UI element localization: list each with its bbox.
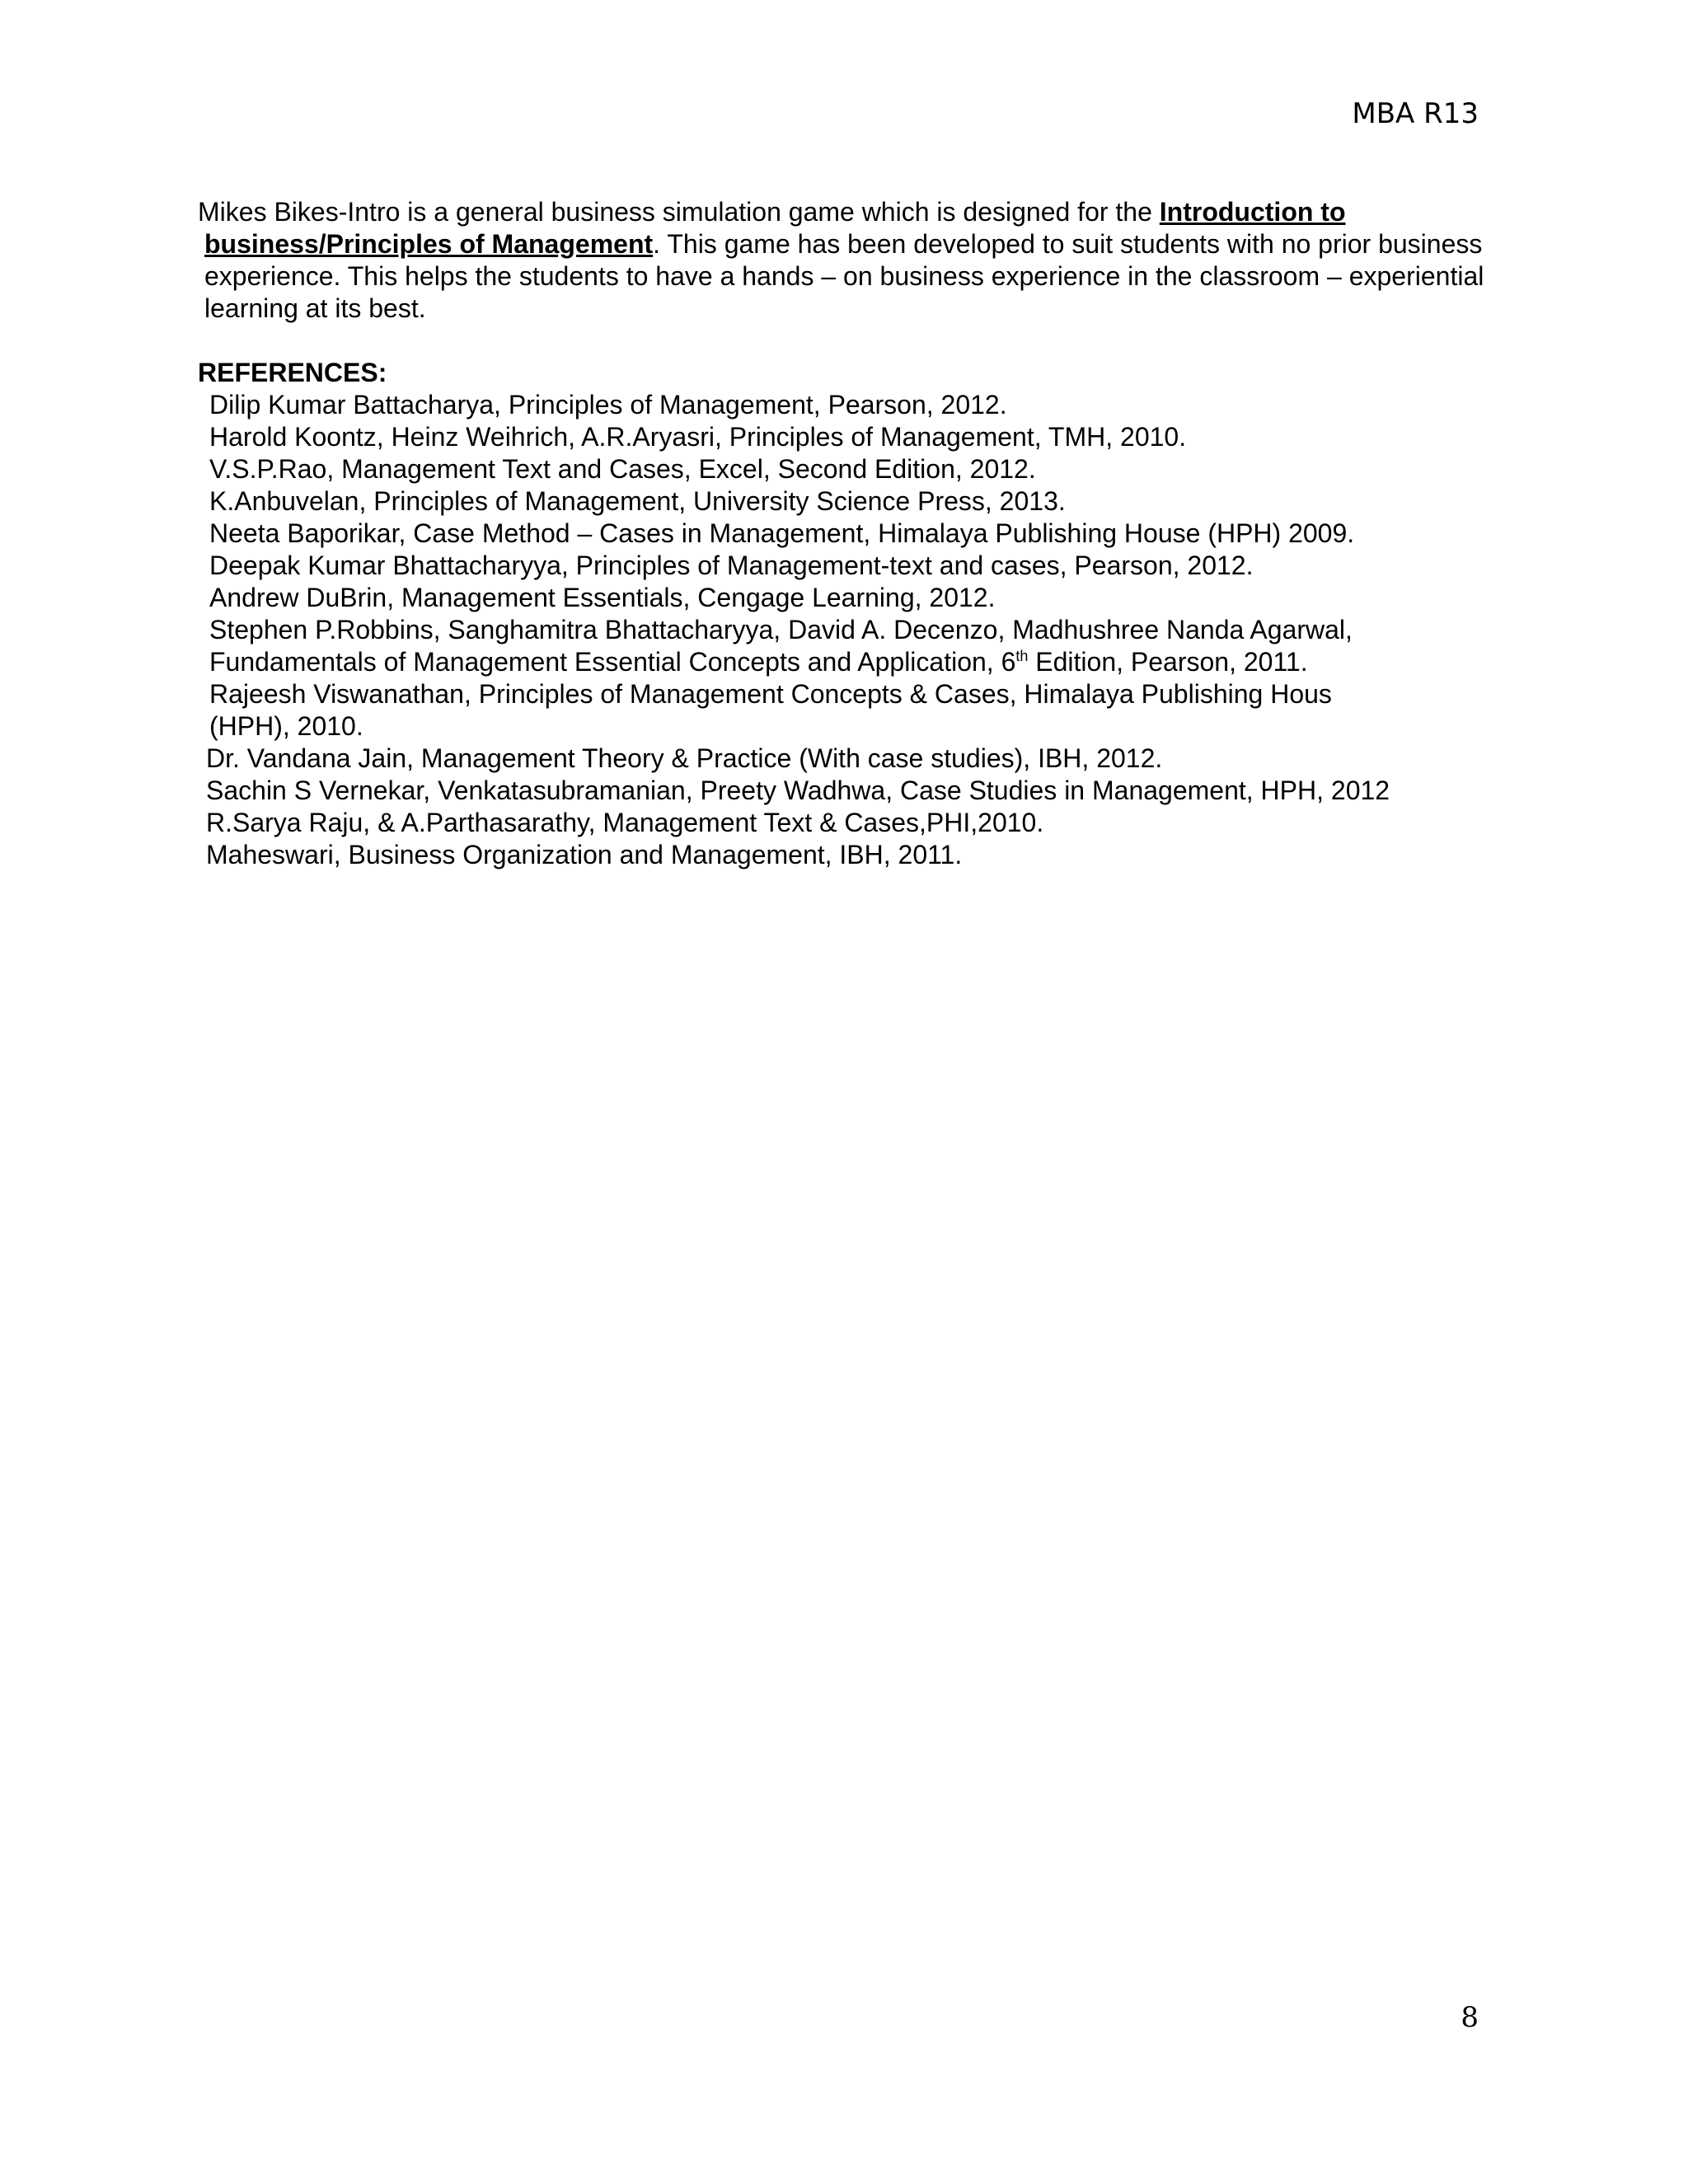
reference-item: V.S.P.Rao, Management Text and Cases, Excel, Second Edition, 2012.	[209, 454, 1036, 484]
reference-item-continued: (HPH), 2010.	[209, 711, 363, 741]
reference-item: Stephen P.Robbins, Sanghamitra Bhattacharyya, David A. Decenzo, Madhushree Nanda Agarwal,	[209, 615, 1353, 644]
intro-lead: Mikes Bikes-Intro is a general business simulation game which is designed for the	[198, 197, 1160, 227]
superscript: th	[1015, 648, 1029, 664]
reference-item: R.Sarya Raju, & A.Parthasarathy, Management Text & Cases,PHI,2010.	[206, 808, 1044, 837]
reference-item: Rajeesh Viswanathan, Principles of Management Concepts & Cases, Himalaya Publishing Hous	[209, 679, 1332, 709]
reference-item: Neeta Baporikar, Case Method – Cases in Management, Himalaya Publishing House (HPH) 2009.	[209, 518, 1355, 548]
reference-item: Sachin S Vernekar, Venkatasubramanian, Preety Wadhwa, Case Studies in Management, HPH, 2012	[206, 776, 1390, 805]
reference-text: Edition, Pearson, 2011.	[1028, 647, 1308, 677]
running-head: MBA R13	[1352, 97, 1479, 130]
reference-item: Maheswari, Business Organization and Management, IBH, 2011.	[206, 840, 963, 869]
reference-item: Dilip Kumar Battacharya, Principles of Management, Pearson, 2012.	[209, 390, 1007, 419]
reference-item: Andrew DuBrin, Management Essentials, Cengage Learning, 2012.	[209, 583, 996, 612]
page-number: 8	[1461, 2001, 1479, 2034]
reference-item: Deepak Kumar Bhattacharyya, Principles of Management-text and cases, Pearson, 2012.	[209, 551, 1254, 580]
reference-item: K.Anbuvelan, Principles of Management, University Science Press, 2013.	[209, 486, 1066, 516]
intro-tail: . This game has been developed to suit students with no prior business experience. This helps the students to have a hands – on business experience in the classroom – experiential learning at its best.	[204, 229, 1484, 323]
reference-item: Harold Koontz, Heinz Weihrich, A.R.Aryasri, Principles of Management, TMH, 2010.	[209, 422, 1187, 452]
reference-item: Dr. Vandana Jain, Management Theory & Practice (With case studies), IBH, 2012.	[206, 743, 1163, 773]
references-heading: REFERENCES:	[198, 358, 387, 387]
reference-item-continued	[198, 646, 1508, 678]
page-body	[198, 196, 1508, 871]
intro-emphasis: Introduction to business/Principles of Management	[204, 197, 1346, 259]
references-list	[198, 389, 1508, 871]
reference-text: Fundamentals of Management Essential Concepts and Application, 6	[209, 647, 1016, 677]
intro-paragraph	[198, 196, 1508, 325]
